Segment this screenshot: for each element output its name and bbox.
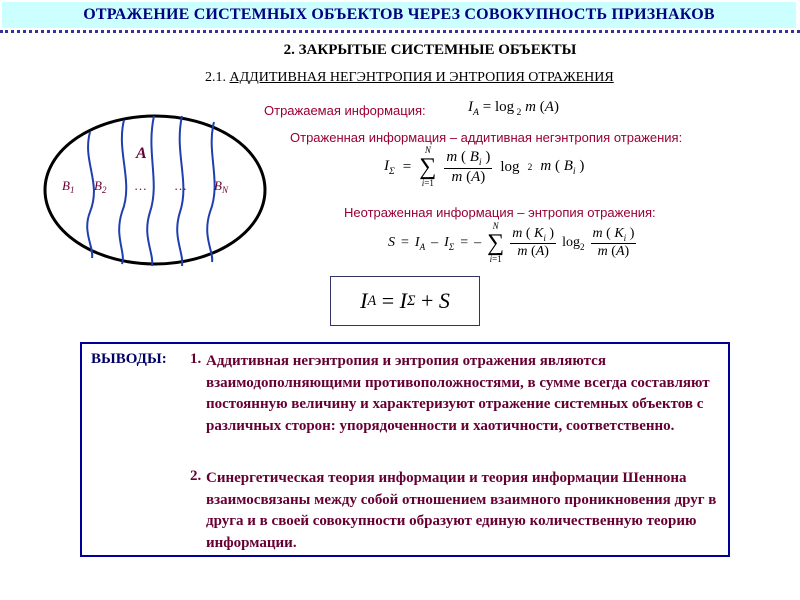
formula-entropy-s: S = $I_A$ – $I_\Sigma$ = – N ∑ i=1 $\frac{m ( K_i )}{m (A)}$ $\log_2$ $\frac{m ( K_i )}{m (A)}$ <box>388 221 635 264</box>
set-label-a: A <box>136 145 147 162</box>
label-reflected-info: Отражаемая информация: <box>264 103 426 118</box>
label-entropy: Неотраженная информация – энтропия отражения: <box>344 205 656 220</box>
set-partition-diagram <box>42 112 272 272</box>
dotted-divider <box>0 30 800 33</box>
subset-label-ellipsis-1: … <box>134 178 147 193</box>
subsection-number: 2.1. <box>205 70 226 85</box>
subset-label-b2: $B_2$ <box>94 178 107 195</box>
identity-box: I A = I Σ + S <box>330 276 480 326</box>
section-title: 2. ЗАКРЫТЫЕ СИСТЕМНЫЕ ОБЪЕКТЫ <box>283 42 577 58</box>
slide-title: ОТРАЖЕНИЕ СИСТЕМНЫХ ОБЪЕКТОВ ЧЕРЕЗ СОВОКУПНОСТЬ ПРИЗНАКОВ <box>2 2 796 28</box>
conclusions-heading: ВЫВОДЫ: <box>91 351 167 367</box>
subset-label-ellipsis-2: … <box>174 178 187 193</box>
conclusion-1-number: 1. <box>190 351 202 367</box>
set-ellipse <box>45 116 265 264</box>
conclusion-2-number: 2. <box>190 468 202 484</box>
subsection-text: АДДИТИВНАЯ НЕГЭНТРОПИЯ И ЭНТРОПИЯ ОТРАЖЕНИЯ <box>229 70 614 85</box>
subsection-title <box>205 70 614 86</box>
subset-label-b1: $B_1$ <box>62 178 75 195</box>
conclusions-box <box>80 342 730 557</box>
conclusion-1-text: Аддитивная негэнтропия и энтропия отражения являются взаимодополняющими противоположностями, в сумме всегда составляют постоянную величину и характеризуют отражение системных объектов с различных сторон: упорядоченности и хаотичности, соответственно. <box>206 353 710 434</box>
subset-label-bn: $B_N$ <box>214 178 228 195</box>
formula-i-sigma: $I_\Sigma$ = N ∑ i=1 $\frac{m ( B_i )}{m (A)}$ log 2 m ( $B_i$ ) <box>384 145 585 188</box>
label-additive-negentropy: Отраженная информация – аддитивная негэнтропия отражения: <box>290 130 683 145</box>
conclusion-2-text: Синергетическая теория информации и теория информации Шеннона взаимосвязаны между собой отношением взаимного проникновения друг в друга и в своей совокупности образуют единую количественную теорию информации. <box>206 470 717 551</box>
formula-ia: $I_A = \log _2$ m (A) <box>468 99 559 118</box>
